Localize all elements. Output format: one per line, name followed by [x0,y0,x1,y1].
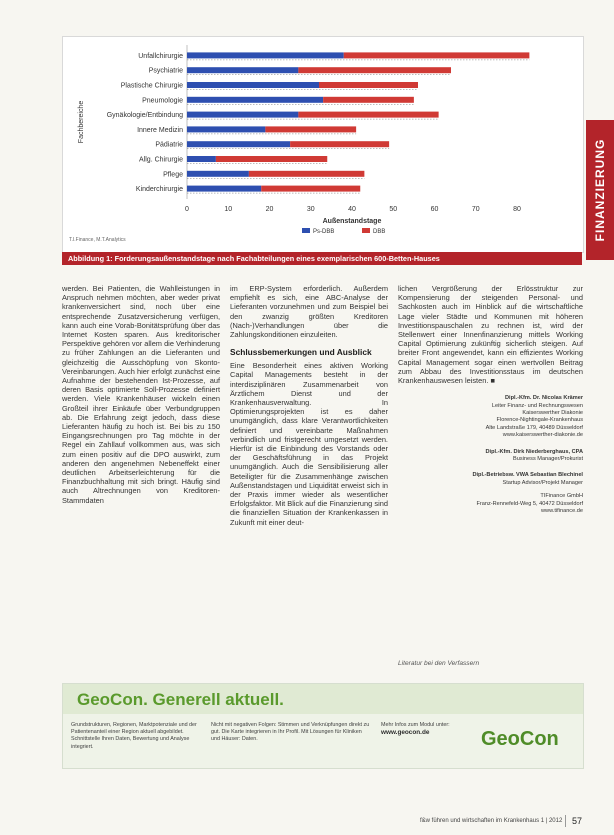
author-address: Franz-Rennefeld-Weg 5, 40472 Düsseldorf [476,500,583,507]
author-org: TIFinance GmbH [540,493,583,500]
author-address: Alte Landstraße 179, 40489 Düsseldorf [485,424,583,431]
page-number: 57 [572,816,583,826]
author-web[interactable]: www.kaiserswerther-diakonie.de [502,432,583,439]
text-column-2 [230,284,388,527]
text-column-1 [62,284,220,505]
bar-ps-dbb [187,156,216,162]
author-role: Business Manager/Prokurist [513,456,583,463]
figure-caption: Abbildung 1: Forderungsaußenstandstage nach Fachabteilungen eines exemplarischen 600-Betten-Hauses [62,252,582,265]
bar-chart [63,37,583,252]
bar-dbb [216,156,327,162]
x-tick-label: 60 [430,206,439,213]
ad-header [63,684,583,714]
x-tick-label: 10 [224,206,233,213]
category-label: Pflege [163,171,183,179]
x-tick-label: 20 [265,206,274,213]
x-tick-label: 50 [389,206,398,213]
advertisement[interactable] [62,683,584,769]
literature-note: Literatur bei den Verfassern [398,660,480,667]
chart-source: T.I.Finance, M.T.Analytics [69,237,126,243]
x-axis-label: Außenstandstage [322,218,382,225]
author-web[interactable]: www.tifinance.de [541,508,583,515]
ad-info-text: Mehr Infos zum Modul unter: [381,722,450,728]
geocon-logo[interactable]: GeoCon [481,728,559,750]
bar-dbb [265,126,356,132]
bar-dbb [249,171,365,177]
section-heading: Schlussbemerkungen und Ausblick [230,347,372,358]
category-label: Innere Medizin [137,126,183,134]
author-role: Leiter Finanz- und Rechnungswesen [491,402,583,409]
bar-dbb [298,67,451,73]
category-label: Psychiatrie [148,67,183,75]
category-label: Pneumologie [142,97,183,105]
bar-ps-dbb [187,141,290,147]
bar-dbb [323,97,414,103]
bar-ps-dbb [187,112,298,118]
author-org: Kaiserswerther Diakonie [522,410,583,417]
category-label: Kinderchirurgie [135,186,183,194]
footer-divider [565,815,566,827]
ad-url-link[interactable]: www.geocon.de [381,729,430,737]
author-name: Dipl.-Kfm. Dr. Nicolas Krämer [504,395,583,402]
legend-swatch [302,228,310,233]
paragraph: lichen Vergrößerung der Erlösstruktur zur Kompensierung der steigenden Personal- und Sachkosten auch im Hinblick auf die wirtschaftliche Lage vieler Städte und Kommunen mit höheren Investitionspauschalen zu rechnen ist, wird der Stellenwert einer Innenfinanzierung mittels Working Capital Optimierung zukünftig sicherlich steigen. Auf breiter Front angewendet, kann ein effizientes Working Capital Management sogar einen wertvollen Beitrag zum Abbau des Investitionsstaus im deutschen Krankenhauswesen leisten. ■ [398,284,583,386]
author-block [398,395,583,515]
ad-headline: GeoCon. Generell aktuell. [77,690,284,709]
category-label: Gynäkologie/Entbindung [106,112,183,120]
author [398,449,583,464]
footer-text: f&w führen und wirtschaften im Krankenhaus 1 | 2012 [420,818,563,824]
category-label: Unfallchirurgie [138,52,183,60]
x-tick-label: 70 [471,206,480,213]
bar-ps-dbb [187,186,261,192]
author [398,472,583,515]
x-tick-label: 40 [348,206,356,213]
section-tab [586,120,614,260]
bar-ps-dbb [187,126,265,132]
bar-dbb [319,82,418,88]
author [398,395,583,439]
text-column-3 [398,284,583,525]
bar-ps-dbb [187,171,249,177]
ad-text: Nicht mit negativen Folgen: Stimmen und Verknüpfungen direkt zu gut. Die Karte integrieren in Ihr Profil. Mit Lösungen für Kliniken und Häuser: Daten. [211,722,370,743]
x-tick-label: 0 [185,206,189,213]
category-label: Allg. Chirurgie [139,156,183,164]
author-name: Dipl.-Kfm. Dirk Niederberghaus, CPA [485,448,583,455]
legend-label: Ps-DBB [313,229,335,235]
category-label: Plastische Chirurgie [120,82,183,90]
category-label: Pädiatrie [155,141,183,149]
y-axis-label: Fachbereiche [78,100,85,144]
bar-ps-dbb [187,52,344,58]
bar-dbb [344,52,530,58]
bar-ps-dbb [187,67,298,73]
author-role: Startup Advisor/Projekt Manager [502,479,583,486]
author-name: Dipl.-Betriebsw. VWA Sebastian Blechinel [472,472,583,479]
section-tab-label: FINANZIERUNG [593,138,607,242]
bar-dbb [290,141,389,147]
paragraph: im ERP-System erforderlich. Außerdem empfiehlt es sich, eine ABC-Analyse der Lieferanten vorzunehmen und zum Beispiel bei den zwanzig größten Kreditoren (Nach-)Verhandlungen über die Zahlungskonditionen einzuleiten. [230,284,388,340]
x-tick-label: 30 [306,206,315,213]
x-tick-label: 80 [513,206,521,213]
bar-dbb [298,112,438,118]
ad-info [381,722,461,736]
paragraph: Eine Besonderheit eines aktiven Working Capital Managements besteht in der interdisziplinären Zusammenarbeit von Ärztlichem Dienst und der Krankenhausverwaltung. In Optimierungsprojekten ist es daher unumgänglich, dass klare Verantwortlichkeiten definiert und vereinbarte Maßnahmen verbindlich und fristgerecht umgesetzt werden. Hierfür ist die Einbindung des Vorstands oder der Geschäftsführung in das Projekt unumgänglich. Auch die Sensibilisierung aller Beteiligter für die Zusammenhänge zwischen Außenstandstagen und Liquidität erweist sich in der Praxis immer wieder als wesentlicher Erfolgsfaktor. Mit Blick auf die Finanzierung sind die finanziellen Situation der Krankenkassen in Zukunft mit einer deut- [230,361,388,527]
bar-dbb [261,186,360,192]
legend-swatch [362,228,370,233]
chart-figure [62,36,584,253]
author-address: Florence-Nightingale-Krankenhaus [496,417,583,424]
bar-ps-dbb [187,82,319,88]
ad-text: Grundstrukturen, Regionen, Marktpotenziale und der Patientenanteil einer Region aktuell abgebildet. Schnittstelle Ihren Daten, Bewertung und Analyse integriert. [71,722,197,750]
legend-label: DBB [373,229,386,235]
paragraph: werden. Bei Patienten, die Wahlleistungen in Anspruch nehmen möchten, aber weder privat krankenversichert sind, noch über eine entsprechende Zusatzversicherung verfügen, kann auch eine Vorab-Bonitätsprüfung über das Internet Kosten sparen. Aus kreditorischer Perspektive gehören vor allem die Verhinderung zu früher Zahlungen an die Lieferanten und gleichzeitig die Ausschöpfung von Skonto-Vereinbarungen. Auch hier erfolgt zunächst eine Aufnahme der bestehenden Ist-Prozesse, auf deren Basis optimierte Soll-Prozesse definiert werden. Viele Krankenhäuser wickeln einen Großteil ihrer Einkäufe über Verbundgruppen ab. Die Erfahrung zeigt jedoch, dass diese Lieferanten häufig zu hoch ist. Bei bis zu 150 Eingangsrechnungen pro Tag möchte in der Regel ein Zahllauf vollkommen aus, was sich zum einen positiv auf die DPO auswirkt, zum anderen den angenehmen Nebeneffekt einer deutlichen Arbeitserleichterung für die Finanzbuchhaltung mit sich bringt. Häufig sind auch Altrechnungen von Kreditoren-Stammdaten [62,284,220,505]
bar-ps-dbb [187,97,323,103]
